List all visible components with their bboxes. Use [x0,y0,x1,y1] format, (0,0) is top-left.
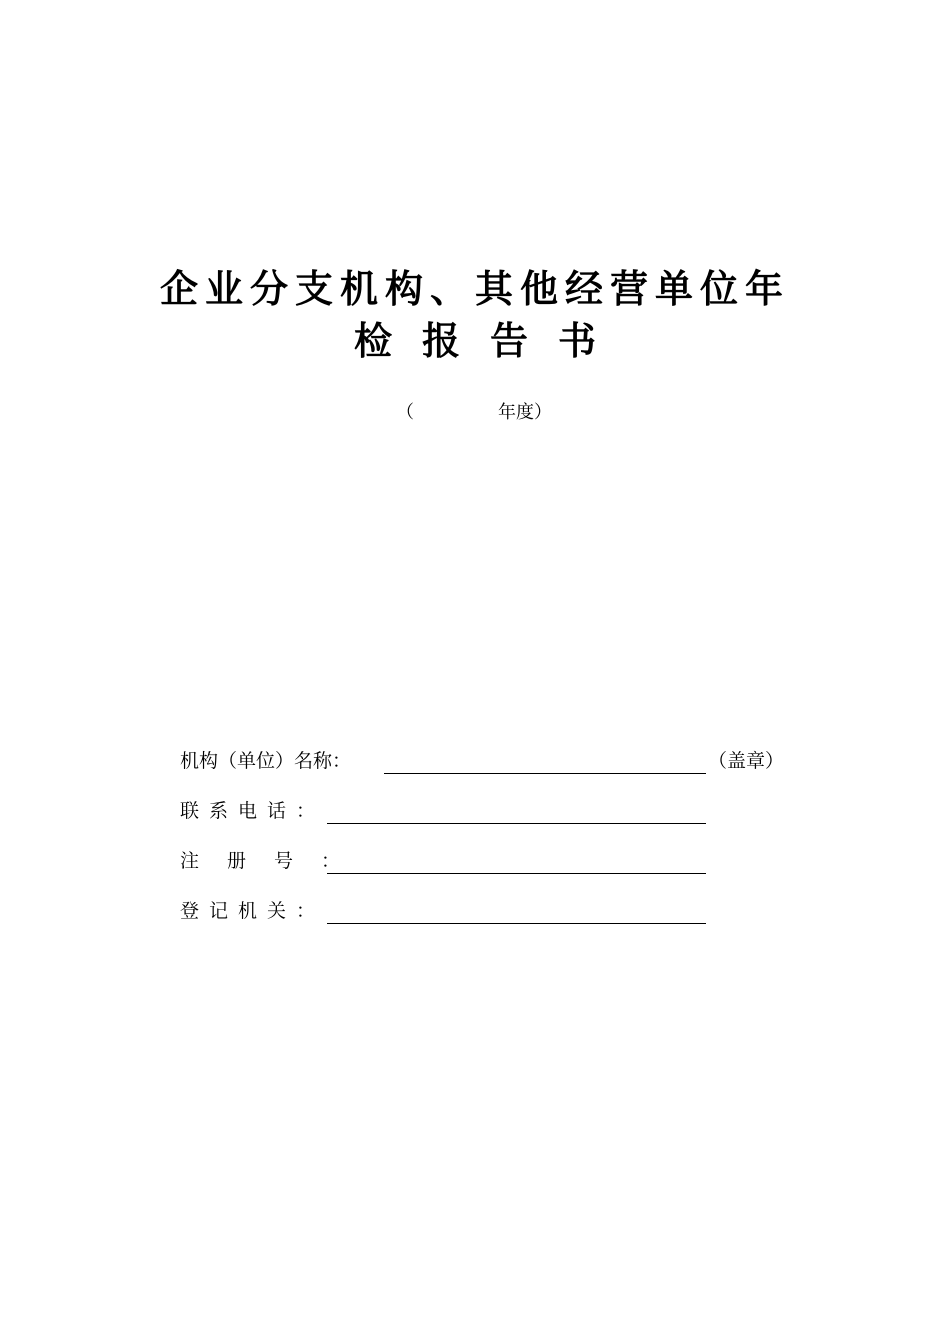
contact-phone-field[interactable] [327,796,706,824]
year-open-paren: （ [396,402,414,423]
registration-number-field[interactable] [327,846,706,874]
registration-authority-field[interactable] [327,896,706,924]
registration-authority-label: 登记机关： [180,900,326,922]
seal-note: （盖章） [708,750,785,772]
page-title-line-2: 检报告书 [353,319,626,363]
page-title-line-1: 企业分支机构、其他经营单位年 [159,267,790,311]
year-suffix: 年度） [498,402,552,423]
organization-name-field[interactable] [384,746,706,774]
contact-phone-label: 联系电话： [180,800,326,822]
registration-number-label: 注册号： [180,850,369,872]
organization-name-label: 机构（单位）名称： [180,750,352,772]
